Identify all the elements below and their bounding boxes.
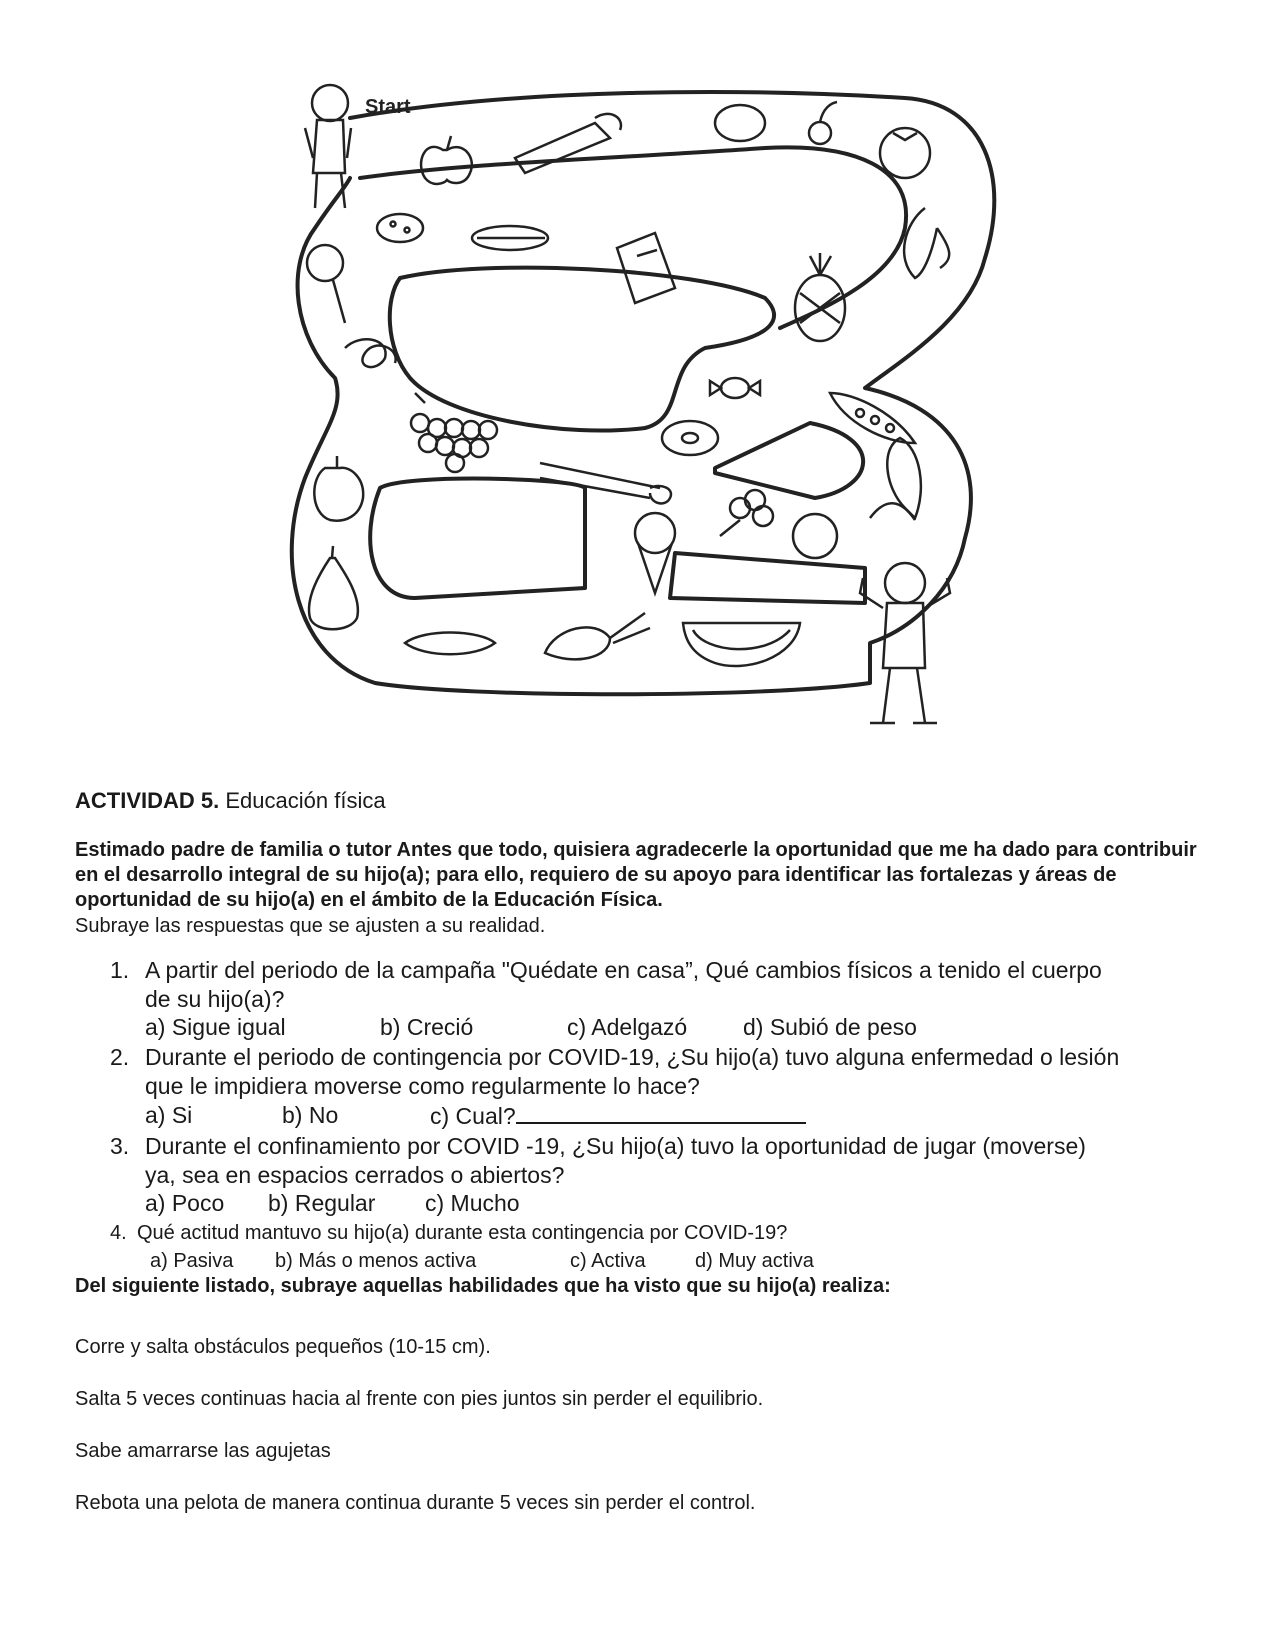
question-4-option-a[interactable]: a) Pasiva bbox=[150, 1250, 234, 1272]
broccoli-icon bbox=[720, 490, 773, 536]
beet-icon bbox=[545, 613, 650, 659]
question-1-option-b[interactable]: b) Creció bbox=[380, 1014, 474, 1040]
question-2-option-b[interactable]: b) No bbox=[282, 1102, 339, 1128]
question-1-number: 1. bbox=[110, 957, 130, 983]
question-4-number: 4. bbox=[110, 1222, 127, 1244]
cucumber-icon bbox=[405, 632, 495, 654]
pineapple-icon bbox=[795, 253, 845, 341]
question-3-option-b[interactable]: b) Regular bbox=[268, 1190, 376, 1216]
question-2-number: 2. bbox=[110, 1044, 130, 1070]
question-4-line-1: Qué actitud mantuvo su hijo(a) durante esta contingencia por COVID-19? bbox=[137, 1222, 788, 1244]
cookie-icon bbox=[377, 214, 423, 242]
apple-icon bbox=[421, 136, 472, 184]
banana-icon bbox=[904, 208, 949, 278]
instruction-text: Subraye las respuestas que se ajusten a su realidad. bbox=[75, 915, 546, 937]
question-3-line-2: ya, sea en espacios cerrados o abiertos? bbox=[145, 1162, 565, 1188]
question-2-option-c[interactable] bbox=[430, 1102, 806, 1130]
pepper-icon bbox=[314, 456, 363, 521]
watermelon-icon bbox=[683, 623, 800, 666]
activity-title: Educación física bbox=[225, 788, 386, 813]
question-3-line-1: Durante el confinamiento por COVID -19, ¿Su hijo(a) tuvo la oportunidad de jugar (moverse) bbox=[145, 1133, 1086, 1159]
question-4-option-c[interactable]: c) Activa bbox=[570, 1250, 646, 1272]
skills-heading: Del siguiente listado, subraye aquellas habilidades que ha visto que su hijo(a) realiza: bbox=[75, 1275, 891, 1297]
candy-icon bbox=[710, 378, 760, 398]
maze-inner-blob-1 bbox=[390, 268, 774, 431]
question-2-option-a[interactable]: a) Si bbox=[145, 1102, 193, 1128]
donut-icon bbox=[662, 421, 718, 455]
question-4-option-d[interactable]: d) Muy activa bbox=[695, 1250, 814, 1272]
activity-label: ACTIVIDAD 5. bbox=[75, 788, 220, 813]
question-1-line-1: A partir del periodo de la campaña "Quédate en casa”, Qué cambios físicos a tenido el cuerpo bbox=[145, 957, 1102, 983]
maze-inner-shape-4 bbox=[670, 553, 865, 603]
question-3-option-c[interactable]: c) Mucho bbox=[425, 1190, 520, 1216]
question-1-option-d[interactable]: d) Subió de peso bbox=[743, 1014, 917, 1040]
food-maze-illustration bbox=[265, 58, 1025, 770]
lemon-icon bbox=[715, 105, 765, 141]
skill-item-3[interactable]: Sabe amarrarse las agujetas bbox=[75, 1440, 331, 1462]
start-label: Start bbox=[365, 96, 411, 118]
skill-item-1[interactable]: Corre y salta obstáculos pequeños (10-15 cm). bbox=[75, 1336, 491, 1358]
chips-bag-icon bbox=[617, 233, 675, 303]
skill-item-2[interactable]: Salta 5 veces continuas hacia al frente con pies juntos sin perder el equilibrio. bbox=[75, 1388, 764, 1410]
lollipop-icon bbox=[307, 245, 345, 323]
question-1-line-2: de su hijo(a)? bbox=[145, 986, 285, 1012]
question-1-option-a[interactable]: a) Sigue igual bbox=[145, 1014, 286, 1040]
corn-icon bbox=[870, 438, 921, 520]
orange-icon bbox=[793, 514, 837, 558]
intro-paragraph: Estimado padre de familia o tutor Antes que todo, quisiera agradecerle la oportunidad que me ha dado para contribuir en el desarrollo integral de su hijo(a); para ello, requiero de su apoyo para identificar las fortalezas y áreas de oportunidad de su hijo(a) en el ámbito de la Educación Física. bbox=[75, 839, 1197, 911]
question-2-line-2: que le impidiera moverse como regularmente lo hace? bbox=[145, 1073, 700, 1099]
pretzel-icon bbox=[345, 339, 396, 367]
pear-icon bbox=[309, 546, 358, 629]
maze-inner-shape-3 bbox=[715, 423, 863, 498]
question-2-option-c-label: c) Cual? bbox=[430, 1103, 516, 1129]
ice-cream-icon bbox=[635, 513, 675, 593]
hotdog-icon bbox=[472, 226, 548, 250]
cherry-icon bbox=[809, 102, 837, 144]
question-3-option-a[interactable]: a) Poco bbox=[145, 1190, 225, 1216]
boy-start-icon bbox=[305, 85, 351, 208]
answer-blank-line[interactable] bbox=[516, 1102, 806, 1124]
question-2-line-1: Durante el periodo de contingencia por COVID-19, ¿Su hijo(a) tuvo alguna enfermedad o lesión bbox=[145, 1044, 1120, 1070]
tomato-icon bbox=[880, 128, 930, 178]
skill-item-4[interactable]: Rebota una pelota de manera continua durante 5 veces sin perder el control. bbox=[75, 1492, 756, 1514]
question-1-option-c[interactable]: c) Adelgazó bbox=[567, 1014, 688, 1040]
activity-heading bbox=[75, 788, 386, 814]
question-3-number: 3. bbox=[110, 1133, 130, 1159]
question-4-option-b[interactable]: b) Más o menos activa bbox=[275, 1250, 477, 1272]
maze-inner-blob-2 bbox=[370, 479, 585, 598]
